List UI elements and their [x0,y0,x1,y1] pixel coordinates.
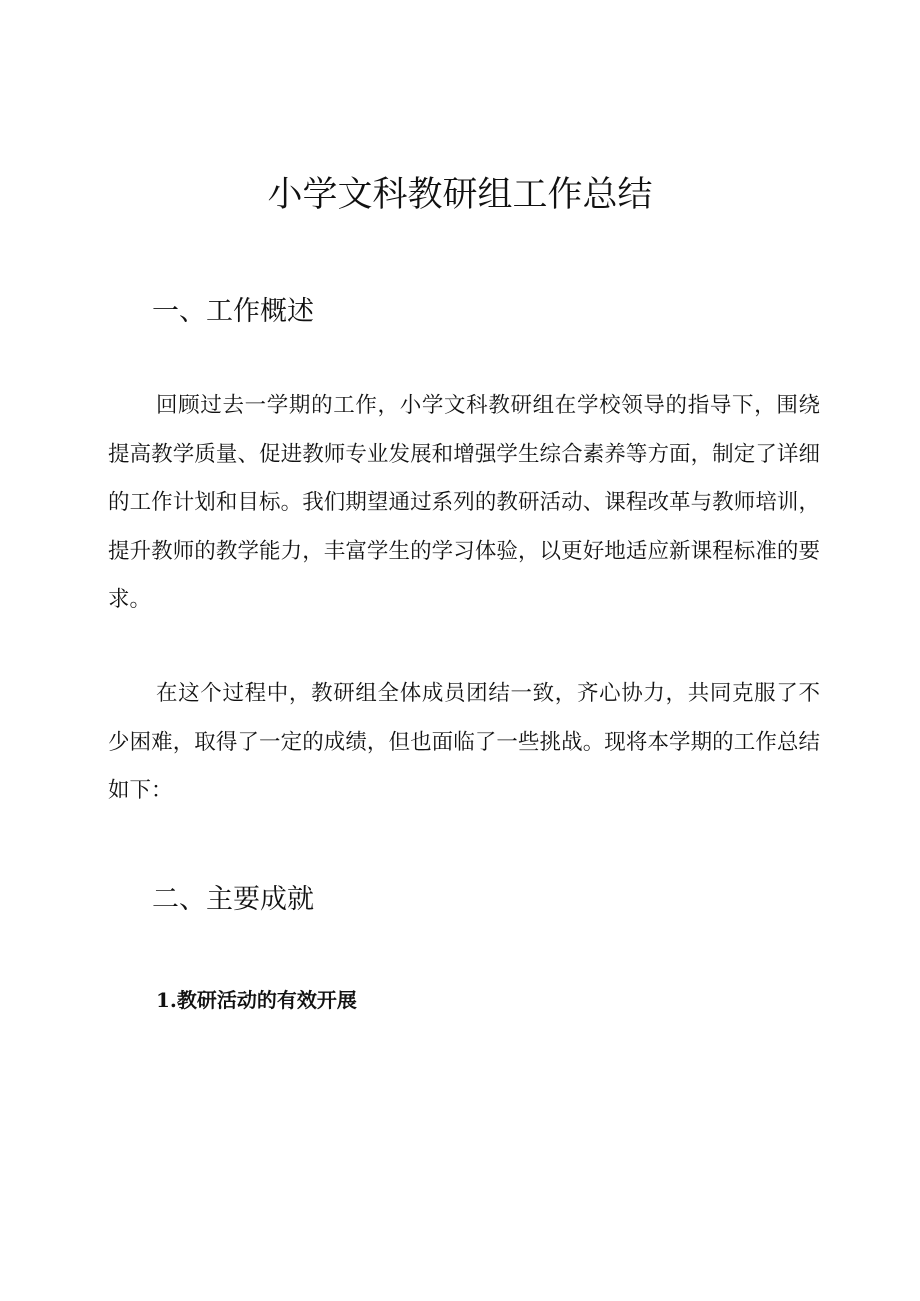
paragraph-overview-2: 在这个过程中，教研组全体成员团结一致，齐心协力，共同克服了不少困难，取得了一定的成绩，但也面临了一些挑战。现将本学期的工作总结如下： [108,681,820,803]
document-title: 小学文科教研组工作总结 [267,175,653,215]
section-heading-overview: 一、工作概述 [152,296,314,327]
paragraph-overview-1: 回顾过去一学期的工作，小学文科教研组在学校领导的指导下，围绕提高教学质量、促进教师专业发展和增强学生综合素养等方面，制定了详细的工作计划和目标。我们期望通过系列的教研活动、课程改革与教师培训，提升教师的教学能力，丰富学生的学习体验，以更好地适应新课程标准的要求。 [108,393,820,612]
subheading-teaching-research: 1.教研活动的有效开展 [156,988,357,1012]
section-heading-achievements: 二、主要成就 [152,884,314,915]
